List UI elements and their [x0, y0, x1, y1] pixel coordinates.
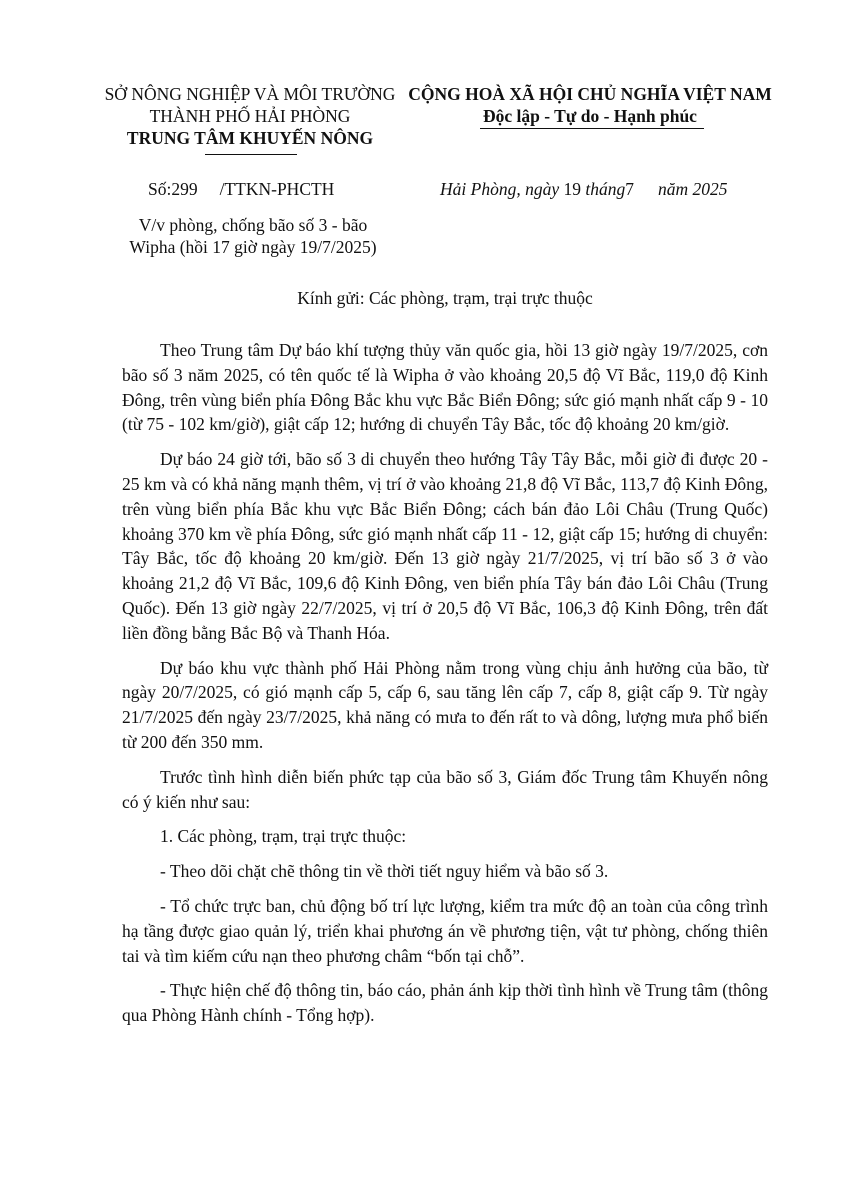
date-place: Hải Phòng, ngày	[440, 179, 560, 199]
doc-number	[148, 178, 334, 200]
doc-date	[440, 178, 727, 200]
agency-header	[100, 83, 400, 149]
date-year: năm 2025	[657, 179, 728, 199]
doc-number-code: /TTKN-PHCTH	[219, 179, 335, 199]
date-month: 7	[625, 179, 634, 199]
agency-line-2: THÀNH PHỐ HẢI PHÒNG	[149, 106, 351, 126]
list-item: - Theo dõi chặt chẽ thông tin về thời tiết nguy hiểm và bão số 3.	[160, 861, 609, 882]
list-item: - Thực hiện chế độ thông tin, báo cáo, phản ánh kịp thời tình hình về Trung tâm (thông qua Phòng Hành chính - Tổng hợp).	[122, 980, 768, 1026]
paragraph: Dự báo 24 giờ tới, bão số 3 di chuyển theo hướng Tây Tây Bắc, mỗi giờ đi được 20 - 25 km và có khả năng mạnh thêm, vị trí ở vào khoảng 21,8 độ Vĩ Bắc, 113,7 độ Kinh Đông, trên vùng biển phía Bắc khu vực Bắc Biển Đông; cách bán đảo Lôi Châu (Trung Quốc) khoảng 370 km về phía Đông, sức gió mạnh nhất cấp 11 - 12, giật cấp 15; hướng di chuyển: Tây Bắc, tốc độ khoảng 20 km/giờ. Đến 13 giờ ngày 21/7/2025, vị trí bão số 3 ở vào khoảng 21,2 độ Vĩ Bắc, 109,6 độ Kinh Đông, ven biển phía Tây bán đảo Lôi Châu (Trung Quốc). Đến 13 giờ ngày 22/7/2025, vị trí ở 20,5 độ Vĩ Bắc, 106,3 độ Kinh Đông, trên đất liền đồng bằng Bắc Bộ và Thanh Hóa.	[122, 449, 768, 643]
doc-number-prefix: Số:	[148, 179, 172, 199]
unit-underline	[205, 154, 297, 155]
doc-number-value: 299	[171, 179, 198, 199]
paragraph: Trước tình hình diễn biến phức tạp của bão số 3, Giám đốc Trung tâm Khuyến nông có ý kiến như sau:	[122, 766, 768, 812]
document-body	[122, 338, 768, 1038]
unit-name: TRUNG TÂM KHUYẾN NÔNG	[126, 128, 374, 148]
subject-line-2: Wipha (hồi 17 giờ ngày 19/7/2025)	[129, 237, 377, 257]
subject	[112, 214, 394, 258]
recipient: Kính gửi: Các phòng, trạm, trại trực thuộc	[297, 288, 593, 308]
national-header	[404, 83, 776, 127]
agency-line-1: SỞ NÔNG NGHIỆP VÀ MÔI TRƯỜNG	[104, 84, 396, 104]
paragraph: Theo Trung tâm Dự báo khí tượng thủy văn quốc gia, hồi 13 giờ ngày 19/7/2025, cơn bão số 3 năm 2025, có tên quốc tế là Wipha ở vào khoảng 20,5 độ Vĩ Bắc, 119,0 độ Kinh Đông, trên vùng biển phía Đông Bắc khu vực Bắc Biển Đông; sức gió mạnh nhất cấp 9 - 10 (từ 75 - 102 km/giờ), giật cấp 12; hướng di chuyển Tây Bắc, tốc độ khoảng 20 km/giờ.	[122, 340, 768, 435]
section-heading: 1. Các phòng, trạm, trại trực thuộc:	[160, 826, 407, 847]
date-month-label: tháng	[585, 179, 626, 199]
motto: Độc lập - Tự do - Hạnh phúc	[483, 106, 697, 126]
list-item: - Tổ chức trực ban, chủ động bố trí lực lượng, kiểm tra mức độ an toàn của công trình hạ tầng được giao quản lý, triển khai phương án về phương tiện, vật tư phòng, chống thiên tai và tìm kiếm cứu nạn theo phương châm “bốn tại chỗ”.	[122, 895, 768, 966]
subject-line-1: V/v phòng, chống bão số 3 - bão	[138, 215, 368, 235]
paragraph: Dự báo khu vực thành phố Hải Phòng nằm trong vùng chịu ảnh hưởng của bão, từ ngày 20/7/2025, có gió mạnh cấp 5, cấp 6, sau tăng lên cấp 7, cấp 8, giật cấp 9. Từ ngày 21/7/2025 đến ngày 23/7/2025, khả năng có mưa to đến rất to và dông, lượng mưa phổ biến từ 200 đến 350 mm.	[122, 657, 768, 752]
nation-title: CỘNG HOÀ XÃ HỘI CHỦ NGHĨA VIỆT NAM	[408, 84, 772, 104]
motto-underline	[480, 128, 704, 129]
date-day: 19	[563, 179, 581, 199]
